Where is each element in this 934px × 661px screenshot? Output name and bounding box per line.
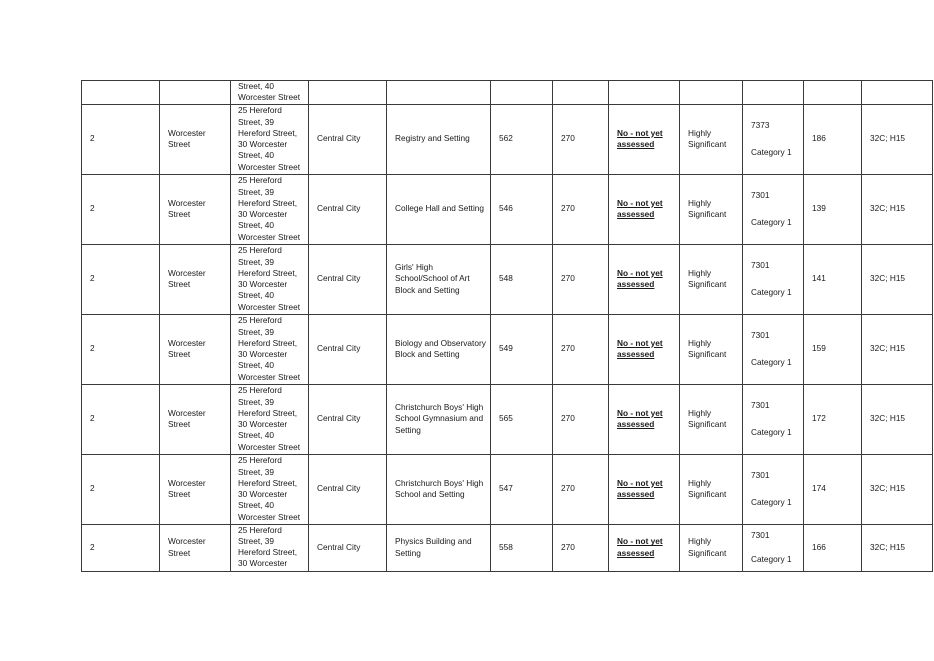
cell-num: 270 xyxy=(553,244,609,314)
cell-name: Girls' High School/School of Art Block and Setting xyxy=(387,244,491,314)
cell-name: Physics Building and Setting xyxy=(387,524,491,571)
assessment-status: No - not yet assessed xyxy=(617,197,663,220)
cell-assessed xyxy=(609,314,680,384)
cell-ref: 562 xyxy=(491,104,553,174)
cell-address: 25 Hereford Street, 39 Hereford Street, 30 Worcester Street, 40 Worcester Street xyxy=(231,244,309,314)
heritage-number: 7301 xyxy=(751,400,770,411)
cell-ref: 558 xyxy=(491,524,553,571)
table-row xyxy=(82,454,933,524)
cell-num: 270 xyxy=(553,314,609,384)
cell-area: Central City xyxy=(309,104,387,174)
cell-significance xyxy=(680,81,743,105)
cell-address: 25 Hereford Street, 39 Hereford Street, 30 Worcester Street, 40 Worcester Street xyxy=(231,454,309,524)
cell-map: 32C; H15 xyxy=(862,524,933,571)
cell-name: College Hall and Setting xyxy=(387,174,491,244)
cell-item: 172 xyxy=(804,384,862,454)
heritage-category: Category 1 xyxy=(751,496,792,507)
cell-assessed xyxy=(609,454,680,524)
assessment-status: No - not yet assessed xyxy=(617,407,663,430)
cell-area: Central City xyxy=(309,454,387,524)
cell-assessed xyxy=(609,244,680,314)
heritage-category: Category 1 xyxy=(751,553,792,564)
table-row xyxy=(82,174,933,244)
cell-street: Worcester Street xyxy=(160,244,231,314)
cell-significance: Highly Significant xyxy=(680,174,743,244)
cell-street: Worcester Street xyxy=(160,314,231,384)
cell-num: 270 xyxy=(553,454,609,524)
cell-no xyxy=(82,81,160,105)
cell-no: 2 xyxy=(82,384,160,454)
cell-item xyxy=(804,81,862,105)
cell-significance: Highly Significant xyxy=(680,244,743,314)
cell-ref: 549 xyxy=(491,314,553,384)
cell-no: 2 xyxy=(82,244,160,314)
heritage-table xyxy=(81,80,933,572)
cell-name: Registry and Setting xyxy=(387,104,491,174)
cell-map: 32C; H15 xyxy=(862,104,933,174)
table-row-partial xyxy=(82,81,933,105)
cell-item: 186 xyxy=(804,104,862,174)
cell-heritage xyxy=(743,174,804,244)
cell-area: Central City xyxy=(309,244,387,314)
cell-name: Biology and Observatory Block and Setting xyxy=(387,314,491,384)
heritage-category: Category 1 xyxy=(751,426,792,437)
cell-area: Central City xyxy=(309,174,387,244)
cell-item: 141 xyxy=(804,244,862,314)
cell-street: Worcester Street xyxy=(160,524,231,571)
heritage-category: Category 1 xyxy=(751,356,792,367)
cell-ref: 565 xyxy=(491,384,553,454)
heritage-category: Category 1 xyxy=(751,216,792,227)
cell-no: 2 xyxy=(82,104,160,174)
table-row xyxy=(82,384,933,454)
cell-street xyxy=(160,81,231,105)
cell-area: Central City xyxy=(309,384,387,454)
cell-item: 166 xyxy=(804,524,862,571)
cell-map: 32C; H15 xyxy=(862,454,933,524)
assessment-status: No - not yet assessed xyxy=(617,127,663,150)
cell-assessed xyxy=(609,524,680,571)
cell-num: 270 xyxy=(553,174,609,244)
heritage-category: Category 1 xyxy=(751,146,792,157)
cell-heritage xyxy=(743,524,804,571)
cell-address: 25 Hereford Street, 39 Hereford Street, 30 Worcester Street, 40 Worcester Street xyxy=(231,104,309,174)
cell-num: 270 xyxy=(553,384,609,454)
table-row xyxy=(82,314,933,384)
cell-num: 270 xyxy=(553,524,609,571)
cell-street: Worcester Street xyxy=(160,174,231,244)
table-row xyxy=(82,524,933,571)
cell-map: 32C; H15 xyxy=(862,384,933,454)
assessment-status: No - not yet assessed xyxy=(617,267,663,290)
cell-name: Christchurch Boys' High School and Setting xyxy=(387,454,491,524)
cell-assessed xyxy=(609,81,680,105)
cell-significance: Highly Significant xyxy=(680,524,743,571)
cell-significance: Highly Significant xyxy=(680,454,743,524)
cell-significance: Highly Significant xyxy=(680,314,743,384)
table-row xyxy=(82,244,933,314)
cell-address: Street, 40 Worcester Street xyxy=(231,81,309,105)
cell-area: Central City xyxy=(309,524,387,571)
cell-no: 2 xyxy=(82,174,160,244)
heritage-number: 7301 xyxy=(751,330,770,341)
heritage-number: 7301 xyxy=(751,530,770,541)
assessment-status: No - not yet assessed xyxy=(617,536,663,558)
cell-heritage xyxy=(743,244,804,314)
cell-address: 25 Hereford Street, 39 Hereford Street, 30 Worcester Street, 40 Worcester Street xyxy=(231,314,309,384)
assessment-status: No - not yet assessed xyxy=(617,337,663,360)
heritage-number: 7373 xyxy=(751,120,770,131)
heritage-category: Category 1 xyxy=(751,286,792,297)
cell-heritage xyxy=(743,81,804,105)
cell-ref: 548 xyxy=(491,244,553,314)
cell-item: 174 xyxy=(804,454,862,524)
cell-item: 159 xyxy=(804,314,862,384)
cell-item: 139 xyxy=(804,174,862,244)
cell-address: 25 Hereford Street, 39 Hereford Street, 30 Worcester Street, 40 Worcester Street xyxy=(231,174,309,244)
cell-map: 32C; H15 xyxy=(862,314,933,384)
cell-num: 270 xyxy=(553,104,609,174)
cell-street: Worcester Street xyxy=(160,104,231,174)
cell-ref xyxy=(491,81,553,105)
cell-no: 2 xyxy=(82,524,160,571)
cell-assessed xyxy=(609,104,680,174)
cell-address: 25 Hereford Street, 39 Hereford Street, 30 Worcester xyxy=(231,524,309,571)
table-row xyxy=(82,104,933,174)
heritage-number: 7301 xyxy=(751,470,770,481)
cell-heritage xyxy=(743,104,804,174)
cell-map xyxy=(862,81,933,105)
assessment-status: No - not yet assessed xyxy=(617,477,663,500)
cell-no: 2 xyxy=(82,314,160,384)
cell-heritage xyxy=(743,314,804,384)
cell-assessed xyxy=(609,174,680,244)
cell-map: 32C; H15 xyxy=(862,174,933,244)
cell-name xyxy=(387,81,491,105)
cell-heritage xyxy=(743,454,804,524)
cell-num xyxy=(553,81,609,105)
cell-name: Christchurch Boys' High School Gymnasium and Setting xyxy=(387,384,491,454)
cell-significance: Highly Significant xyxy=(680,104,743,174)
heritage-number: 7301 xyxy=(751,190,770,201)
cell-map: 32C; H15 xyxy=(862,244,933,314)
cell-assessed xyxy=(609,384,680,454)
cell-street: Worcester Street xyxy=(160,454,231,524)
cell-heritage xyxy=(743,384,804,454)
cell-ref: 547 xyxy=(491,454,553,524)
cell-address: 25 Hereford Street, 39 Hereford Street, 30 Worcester Street, 40 Worcester Street xyxy=(231,384,309,454)
cell-area xyxy=(309,81,387,105)
cell-area: Central City xyxy=(309,314,387,384)
cell-significance: Highly Significant xyxy=(680,384,743,454)
cell-ref: 546 xyxy=(491,174,553,244)
cell-street: Worcester Street xyxy=(160,384,231,454)
cell-no: 2 xyxy=(82,454,160,524)
heritage-number: 7301 xyxy=(751,260,770,271)
